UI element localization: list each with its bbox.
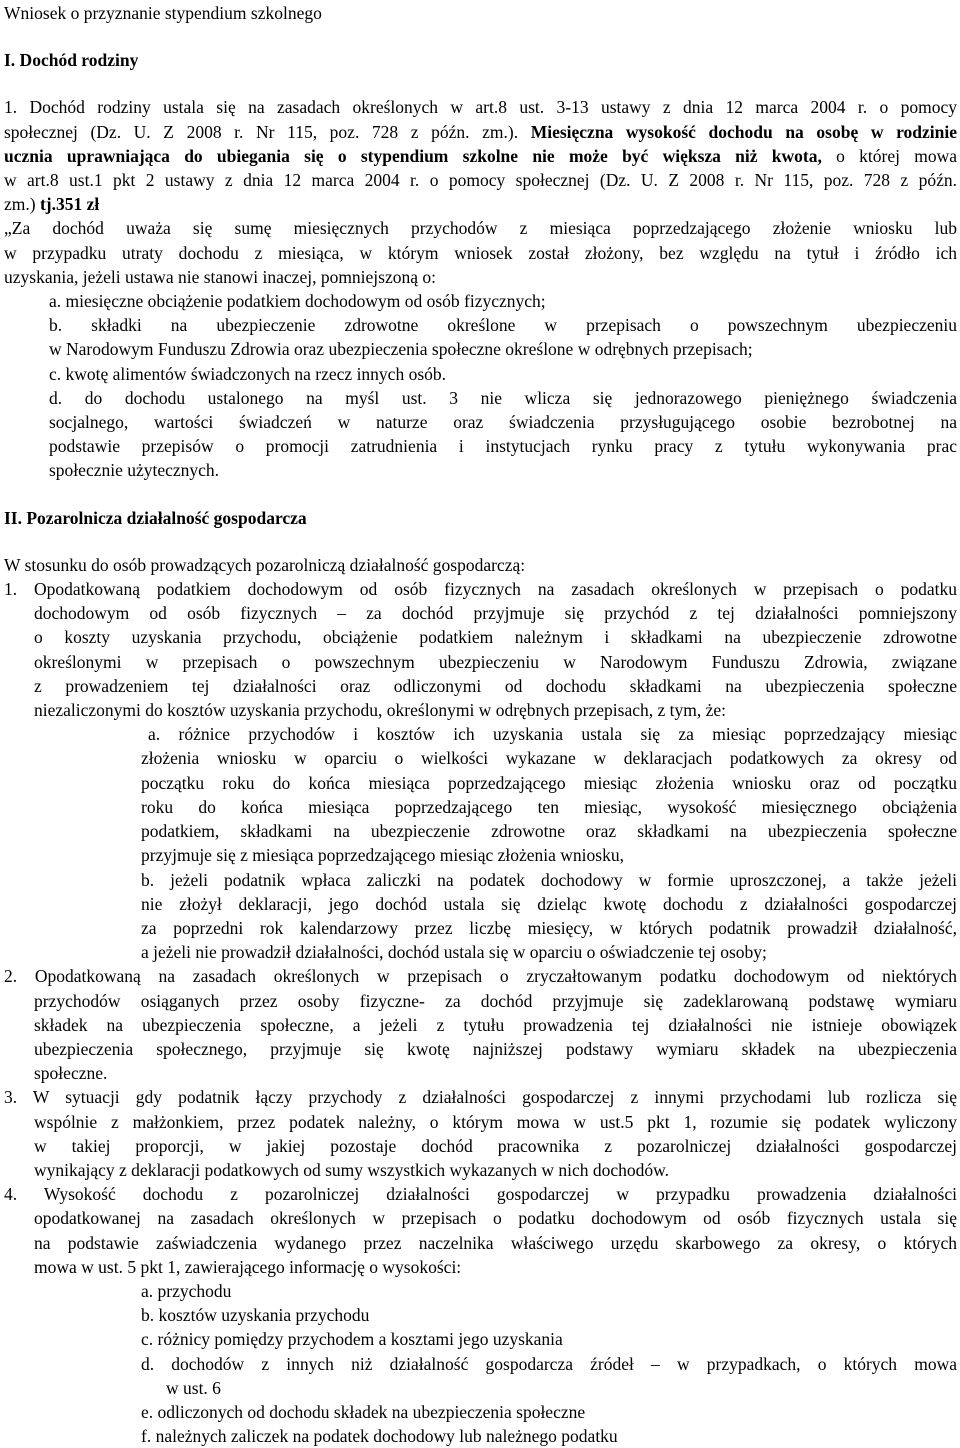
s2-p2-line5: społeczne.	[34, 1063, 108, 1084]
s1-item-d-line1: d. do dochodu ustalonego na myśl ust. 3 nie wlicza się jednorazowego pieniężnego świadczenia	[49, 387, 957, 408]
s2-p4-line1: 4. Wysokość dochodu z pozarolniczej działalności gospodarczej w przypadku prowadzenia działalności	[4, 1184, 957, 1205]
s1-p1-line5	[4, 192, 957, 216]
s2-p1-line4: określonymi w przepisach o powszechnym ubezpieczeniu w Narodowym Funduszu Zdrowia, związane	[34, 651, 957, 672]
s2-p3-line3: w takiej proporcji, w jakiej pozostaje dochód pracownika z pozarolniczej działalności gospodarczej	[34, 1135, 957, 1156]
s2-p4-item-a: a. przychodu	[141, 1280, 232, 1301]
section-1-heading: I. Dochód rodziny	[4, 50, 139, 71]
s2-p3-line4: wynikający z deklaracji podatkowych od sumy wszystkich wykazanych w nich dochodów.	[34, 1159, 670, 1180]
s2-p1-a-line1: a. różnice przychodów i kosztów ich uzyskania ustala się za miesiąc poprzedzający miesiąc	[148, 724, 957, 745]
s2-p4-line2: opodatkowanej na zasadach określonych w przepisach o podatku dochodowym od osób fizycznych ustala się	[34, 1208, 957, 1229]
s1-quote-line1: „Za dochód uważa się sumę miesięcznych przychodów z miesiąca poprzedzającego złożenie wniosku lub	[4, 218, 957, 239]
s2-p1-a-line6: przyjmuje się z miesiąca poprzedzającego miesiąc złożenia wniosku,	[141, 845, 624, 866]
s1-item-a: a. miesięczne obciążenie podatkiem dochodowym od osób fizycznych;	[49, 291, 546, 312]
s1-p1-line2	[4, 120, 957, 144]
s2-p2-line3: składek na ubezpieczenia społeczne, a jeżeli z tytułu prowadzenia tej działalności nie istnieje obowiązek	[34, 1014, 957, 1035]
s2-p4-line4: mowa w ust. 5 pkt 1, zawierającego informację o wysokości:	[34, 1256, 462, 1277]
s2-p2-line1: 2. Opodatkowaną na zasadach określonych w przepisach o zryczałtowanym podatku dochodowym od niektórych	[4, 966, 957, 987]
s2-p2-line4: ubezpieczenia społecznego, przyjmuje się kwotę najniższej podstawy wymiaru składek na ubezpieczenia	[34, 1038, 957, 1059]
s1-p1-amount: tj.351 zł	[39, 194, 100, 215]
s1-p1-line3-text: o której mowa	[821, 145, 957, 166]
document-page	[4, 0, 957, 1448]
s2-p4-item-d-line2: w ust. 6	[166, 1377, 221, 1398]
s2-p3-line2: wspólnie z małżonkiem, przez podatek należny, o którym mowa w ust.5 pkt 1, rozumie się podatek wyliczony	[34, 1111, 957, 1132]
s2-p1-b-line4: a jeżeli nie prowadził działalności, dochód ustala się w oparciu o oświadczenie tej osoby;	[141, 942, 767, 963]
s2-p1-b-line2: nie złożył deklaracji, jego dochód ustala się dzieląc kwotę dochodu z działalności gospodarczej	[141, 893, 957, 914]
s1-quote-line2: w przypadku utraty dochodu z miesiąca, w którym wniosek został złożony, bez względu na tytuł i źródło ich	[4, 242, 957, 263]
s2-p1-b-line1: b. jeżeli podatnik wpłaca zaliczki na podatek dochodowy w formie uproszczonej, a także jeżeli	[141, 869, 957, 890]
s2-p1-line2: dochodowym od osób fizycznych – za dochód przyjmuje się przychód z tej działalności pomniejszony	[34, 603, 957, 624]
s1-p1-line5-text: zm.)	[4, 194, 40, 215]
s2-p1-line6: niezaliczonymi do kosztów uzyskania przychodu, określonymi w odrębnych przepisach, z tym, że:	[34, 700, 727, 721]
s1-item-b-line1: b. składki na ubezpieczenie zdrowotne określone w przepisach o powszechnym ubezpieczeniu	[49, 315, 957, 336]
s2-intro: W stosunku do osób prowadzących pozarolniczą działalność gospodarczą:	[4, 554, 526, 575]
s1-p1-line4: w art.8 ust.1 pkt 2 ustawy z dnia 12 marca 2004 r. o pomocy społecznej (Dz. U. Z 2008 r. Nr 115, poz. 728 z późn.	[4, 170, 957, 191]
s2-p2-line2: przychodów osiąganych przez osoby fizyczne- za dochód przyjmuje się zadeklarowaną podstawę wymiaru	[34, 990, 957, 1011]
s2-p1-a-line5: podatkiem, składkami na ubezpieczenie zdrowotne oraz składkami na ubezpieczenia społeczne	[141, 821, 957, 842]
s2-p4-item-d-line1: d. dochodów z innych niż działalność gospodarcza źródeł – w przypadkach, o których mowa	[141, 1353, 957, 1374]
s2-p1-line3: o koszty uzyskania przychodu, obciążenie podatkiem należnym i składkami na ubezpieczenie zdrowotne	[34, 627, 957, 648]
s1-p1-line3-bold: ucznia uprawniająca do ubiegania się o stypendium szkolne nie może być większa niż kwota,	[4, 145, 822, 166]
s1-p1-line2-text: społecznej (Dz. U. Z 2008 r. Nr 115, poz. 728 z późn. zm.).	[4, 121, 531, 142]
s2-p1-a-line2: złożenia wniosku w oparciu o wielkości wykazane w deklaracjach podatkowych za okresy od	[141, 748, 957, 769]
s1-item-b-line2: w Narodowym Funduszu Zdrowia oraz ubezpieczenia społeczne określone w odrębnych przepisach;	[49, 339, 753, 360]
s1-item-d-line3: podstawie przepisów o promocji zatrudnienia i instytucjach rynku pracy z tytułu wykonywania prac	[49, 436, 957, 457]
s2-p4-item-c: c. różnicy pomiędzy przychodem a kosztami jego uzyskania	[141, 1329, 563, 1350]
s1-p1-line2-bold: Miesięczna wysokość dochodu na osobę w rodzinie	[530, 121, 957, 142]
s1-item-c: c. kwotę alimentów świadczonych na rzecz innych osób.	[49, 363, 447, 384]
s2-p1-a-line4: roku do końca miesiąca poprzedzającego ten miesiąc, wysokość miesięcznego obciążenia	[141, 796, 957, 817]
s2-p4-item-e: e. odliczonych od dochodu składek na ubezpieczenia społeczne	[141, 1401, 586, 1422]
s2-p4-item-f: f. należnych zaliczek na podatek dochodowy lub należnego podatku	[141, 1426, 618, 1447]
s2-p1-a-line3: początku roku do końca miesiąca poprzedzającego miesiąc złożenia wniosku oraz od początku	[141, 772, 957, 793]
section-2-heading: II. Pozarolnicza działalność gospodarcza	[4, 507, 307, 528]
s2-p1-line1: 1. Opodatkowaną podatkiem dochodowym od osób fizycznych na zasadach określonych w przepisach o podatku	[4, 579, 957, 600]
s2-p4-line3: na podstawie zaświadczenia wydanego przez naczelnika właściwego urzędu skarbowego za okresy, o których	[34, 1232, 957, 1253]
s1-quote-line3: uzyskania, jeżeli ustawa nie stanowi inaczej, pomniejszoną o:	[4, 266, 437, 287]
s2-p1-line5: z prowadzeniem tej działalności oraz odliczonymi od dochodu składkami na ubezpieczenia społeczne	[34, 675, 957, 696]
s1-p1-line3	[4, 144, 957, 168]
s1-item-d-line4: społecznie użytecznych.	[49, 460, 220, 481]
s1-item-d-line2: socjalnego, wartości świadczeń w naturze oraz świadczenia przysługującego osobie bezrobotnej na	[49, 412, 957, 433]
s2-p1-b-line3: za poprzedni rok kalendarzowy przez liczbę miesięcy, w których podatnik prowadził działalność,	[141, 917, 957, 938]
s1-p1-line1: 1. Dochód rodziny ustala się na zasadach określonych w art.8 ust. 3-13 ustawy z dnia 12 marca 2004 r. o pomocy	[4, 97, 957, 118]
s2-p3-line1: 3. W sytuacji gdy podatnik łączy przychody z działalności gospodarczej z innymi przychodami lub rozlicza się	[4, 1087, 957, 1108]
document-title: Wniosek o przyznanie stypendium szkolnego	[4, 3, 322, 23]
s2-p4-item-b: b. kosztów uzyskania przychodu	[141, 1305, 370, 1326]
